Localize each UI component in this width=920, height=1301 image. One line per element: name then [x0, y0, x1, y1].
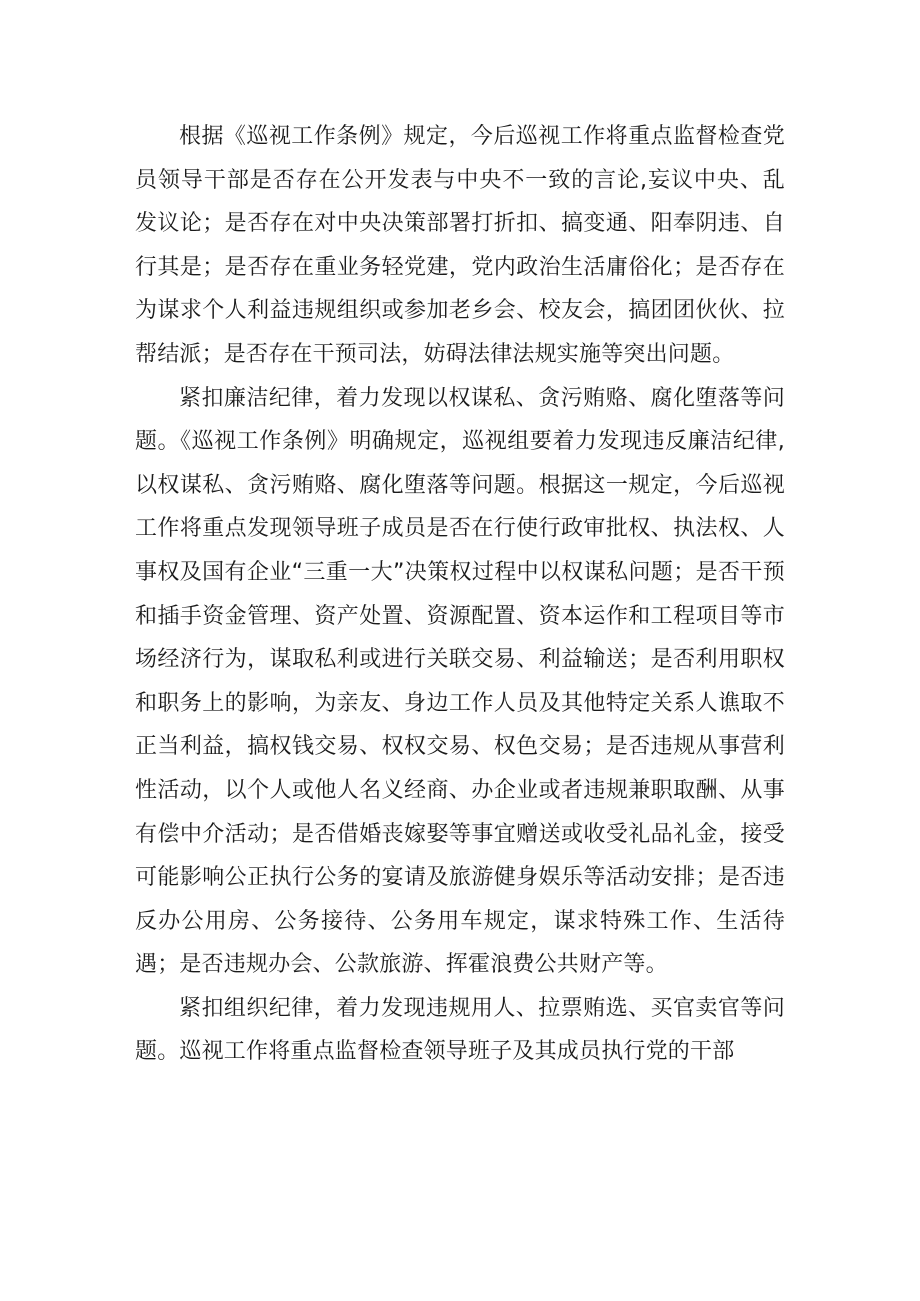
paragraph-integrity-discipline: 紧扣廉洁纪律，着力发现以权谋私、贪污贿赂、腐化堕落等问题。《巡视工作条例》明确规定，巡视组要着力发现违反廉洁纪律,以权谋私、贪污贿赂、腐化堕落等问题。根据这一规定，今后巡视工作将重点发现领导班子成员是否在行使行政审批权、执法权、人事权及国有企业“三重一大”决策权过程中以权谋私问题；是否干预和插手资金管理、资产处置、资源配置、资本运作和工程项目等市场经济行为，谋取私利或进行关联交易、利益输送；是否利用职权和职务上的影响，为亲友、身边工作人员及其他特定关系人谯取不正当利益，搞权钱交易、权权交易、权色交易；是否违规从事营利性活动，以个人或他人名义经商、办企业或者违规兼职取酬、从事有偿中介活动；是否借婚丧嫁娶等事宜赠送或收受礼品礼金，接受可能影响公正执行公务的宴请及旅游健身娱乐等活动安排；是否违反办公用房、公务接待、公务用车规定，谋求特殊工作、生活待遇；是否违规办会、公款旅游、挥霍浪费公共财产等。 [135, 385, 785, 978]
paragraph-organizational-discipline: 紧扣组织纪律，着力发现违规用人、拉票贿选、买官卖官等问题。巡视工作将重点监督检查领导班子及其成员执行党的干部 [135, 995, 785, 1065]
paragraph-inspection-regulations: 根据《巡视工作条例》规定，今后巡视工作将重点监督检查党员领导干部是否存在公开发表与中央不一致的言论,妄议中央、乱发议论；是否存在对中央决策部署打折扣、搞变通、阳奉阴违、自行其是；是否存在重业务轻党建，党内政治生活庸俗化；是否存在为谋求个人利益违规组织或参加老乡会、校友会，搞团团伙伙、拉帮结派；是否存在干预司法，妨碍法律法规实施等突出问题。 [135, 124, 785, 367]
document-body [135, 115, 785, 1074]
